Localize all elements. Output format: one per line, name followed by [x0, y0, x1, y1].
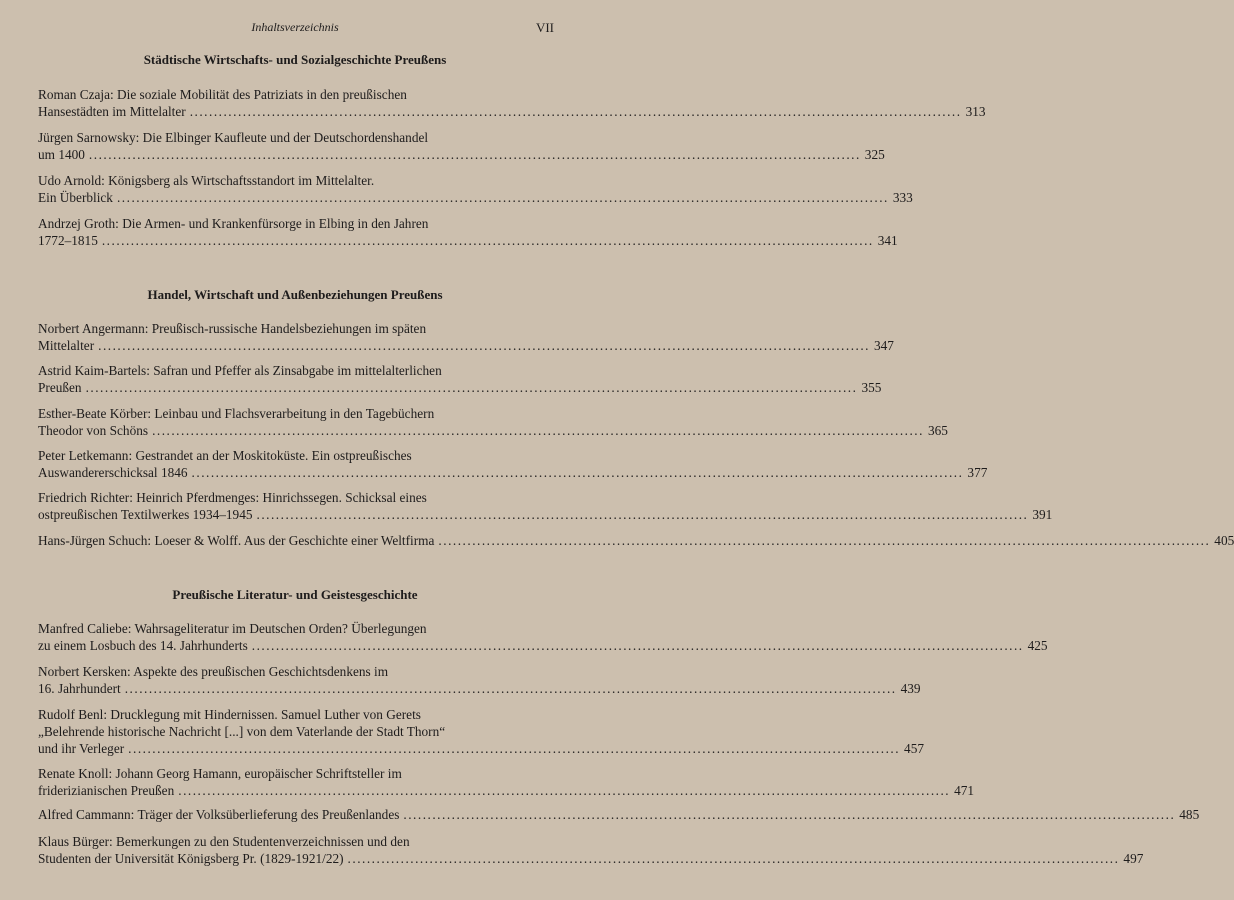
dot-leader: ................................................................................................................................................................: [178, 783, 951, 798]
dot-leader: ................................................................................................................................................................: [438, 533, 1211, 548]
entry-title-line: Manfred Caliebe: Wahrsageliteratur im Deutschen Orden? Überlegungen: [38, 621, 427, 636]
entry-page-number: 365: [927, 423, 948, 438]
dot-leader: ................................................................................................................................................................: [98, 338, 870, 353]
entry-title-line: zu einem Losbuch des 14. Jahrhunderts: [38, 638, 248, 653]
entry-title-line: Andrzej Groth: Die Armen- und Krankenfürsorge in Elbing in den Jahren: [38, 216, 429, 231]
entry-title-line: Norbert Kersken: Aspekte des preußischen Geschichtsdenkens im: [38, 664, 389, 679]
entry-title-line: Friedrich Richter: Heinrich Pferdmenges: Hinrichssegen. Schicksal eines: [38, 490, 427, 505]
entry-title-line: „Belehrende historische Nachricht [...] von dem Vaterlande der Stadt Thorn“: [38, 724, 446, 739]
entry-title-line: Klaus Bürger: Bemerkungen zu den Studentenverzeichnissen und den: [38, 834, 410, 849]
dot-leader: ................................................................................................................................................................: [189, 104, 962, 119]
section-heading: Handel, Wirtschaft und Außenbeziehungen Preußens: [147, 287, 443, 302]
dot-leader: ................................................................................................................................................................: [116, 190, 889, 205]
entry-last-line: [38, 850, 1144, 867]
dot-leader: ................................................................................................................................................................: [124, 681, 897, 696]
entry-last-line: [38, 740, 924, 757]
entry-title-line: Preußen: [38, 380, 82, 395]
entry-page-number: 313: [965, 104, 986, 119]
entry-title-line: 16. Jahrhundert: [38, 681, 121, 696]
entry-title-line: Roman Czaja: Die soziale Mobilität des Patriziats in den preußischen: [38, 87, 407, 102]
entry-title-line: Auswandererschicksal 1846: [38, 465, 188, 480]
dot-leader: ................................................................................................................................................................: [251, 638, 1024, 653]
entry-last-line: [38, 103, 986, 120]
toc-entry: [38, 833, 1144, 867]
entry-last-line: [38, 379, 882, 396]
entry-last-line: [38, 337, 894, 354]
toc-entry: [38, 620, 1048, 654]
entry-title-line: 1772–1815: [38, 233, 98, 248]
entry-title-line: Rudolf Benl: Drucklegung mit Hindernissen. Samuel Luther von Gerets: [38, 707, 421, 722]
entry-page-number: 341: [877, 233, 898, 248]
toc-entry: [38, 320, 894, 354]
entry-title-line: Astrid Kaim-Bartels: Safran und Pfeffer als Zinsabgabe im mittelalterlichen: [38, 363, 442, 378]
dot-leader: ................................................................................................................................................................: [403, 807, 1176, 822]
entry-last-line: [38, 680, 921, 697]
entry-title-line: ostpreußischen Textilwerkes 1934–1945: [38, 507, 253, 522]
toc-entry: [38, 129, 885, 163]
entry-title-line: Hans-Jürgen Schuch: Loeser & Wolff. Aus der Geschichte einer Weltfirma: [38, 533, 435, 548]
entry-page-number: 485: [1179, 807, 1200, 822]
entry-page-number: 425: [1027, 638, 1048, 653]
entry-last-line: [38, 506, 1053, 523]
entry-page-number: 497: [1123, 851, 1144, 866]
toc-entry: [38, 215, 898, 249]
dot-leader: ................................................................................................................................................................: [88, 147, 861, 162]
entry-last-line: [38, 637, 1048, 654]
entry-page-number: 405: [1214, 533, 1234, 548]
toc-entry: [38, 405, 948, 439]
entry-page-number: 471: [954, 783, 975, 798]
entry-last-line: [38, 532, 1234, 549]
entry-last-line: [38, 422, 948, 439]
entry-page-number: 355: [861, 380, 882, 395]
toc-entry: [38, 706, 924, 757]
entry-page-number: 457: [904, 741, 924, 756]
entry-title-line: Udo Arnold: Königsberg als Wirtschaftsstandort im Mittelalter.: [38, 173, 375, 188]
dot-leader: ................................................................................................................................................................: [191, 465, 964, 480]
entry-page-number: 391: [1032, 507, 1053, 522]
dot-leader: ................................................................................................................................................................: [128, 741, 901, 756]
page-number: VII: [535, 20, 554, 35]
entry-title-line: Norbert Angermann: Preußisch-russische Handelsbeziehungen im späten: [38, 321, 427, 336]
entry-title-line: um 1400: [38, 147, 85, 162]
toc-entry: [38, 489, 1053, 523]
toc-entry: [38, 172, 913, 206]
dot-leader: ................................................................................................................................................................: [85, 380, 858, 395]
entry-title-line: Esther-Beate Körber: Leinbau und Flachsverarbeitung in den Tagebüchern: [38, 406, 435, 421]
section-heading: Städtische Wirtschafts- und Sozialgeschichte Preußens: [143, 52, 447, 67]
entry-last-line: [38, 232, 898, 249]
toc-entry: [38, 765, 975, 799]
entry-title-line: Peter Letkemann: Gestrandet an der Moskitoküste. Ein ostpreußisches: [38, 448, 412, 463]
entry-title-line: und ihr Verleger: [38, 741, 125, 756]
entry-page-number: 347: [874, 338, 894, 353]
entry-title-line: Alfred Cammann: Träger der Volksüberlieferung des Preußenlandes: [38, 807, 400, 822]
entry-last-line: [38, 464, 988, 481]
entry-title-line: Jürgen Sarnowsky: Die Elbinger Kaufleute und der Deutschordenshandel: [38, 130, 429, 145]
dot-leader: ................................................................................................................................................................: [152, 423, 924, 438]
entry-title-line: Renate Knoll: Johann Georg Hamann, europäischer Schriftsteller im: [38, 766, 402, 781]
entry-page-number: 439: [900, 681, 921, 696]
entry-title-line: friderizianischen Preußen: [38, 783, 175, 798]
running-head: [0, 20, 590, 40]
toc-entry: [38, 362, 882, 396]
toc-entry: [38, 663, 921, 697]
entry-page-number: 377: [967, 465, 988, 480]
entry-last-line: [38, 782, 975, 799]
dot-leader: ................................................................................................................................................................: [256, 507, 1029, 522]
entry-title-line: Studenten der Universität Königsberg Pr. (1829-1921/22): [38, 851, 344, 866]
toc-entry: [38, 532, 1234, 549]
entry-last-line: [38, 146, 885, 163]
toc-entry: [38, 447, 988, 481]
entry-title-line: Theodor von Schöns: [38, 423, 149, 438]
entry-last-line: [38, 189, 913, 206]
toc-entry: [38, 86, 986, 120]
running-title: Inhaltsverzeichnis: [251, 20, 339, 34]
entry-title-line: Hansestädten im Mittelalter: [38, 104, 186, 119]
entry-title-line: Mittelalter: [38, 338, 95, 353]
toc-entry: [38, 806, 1200, 823]
dot-leader: ................................................................................................................................................................: [101, 233, 874, 248]
entry-page-number: 333: [892, 190, 913, 205]
entry-title-line: Ein Überblick: [38, 190, 113, 205]
section-heading: Preußische Literatur- und Geistesgeschichte: [172, 587, 418, 602]
dot-leader: ................................................................................................................................................................: [347, 851, 1120, 866]
entry-page-number: 325: [864, 147, 885, 162]
entry-last-line: [38, 806, 1200, 823]
